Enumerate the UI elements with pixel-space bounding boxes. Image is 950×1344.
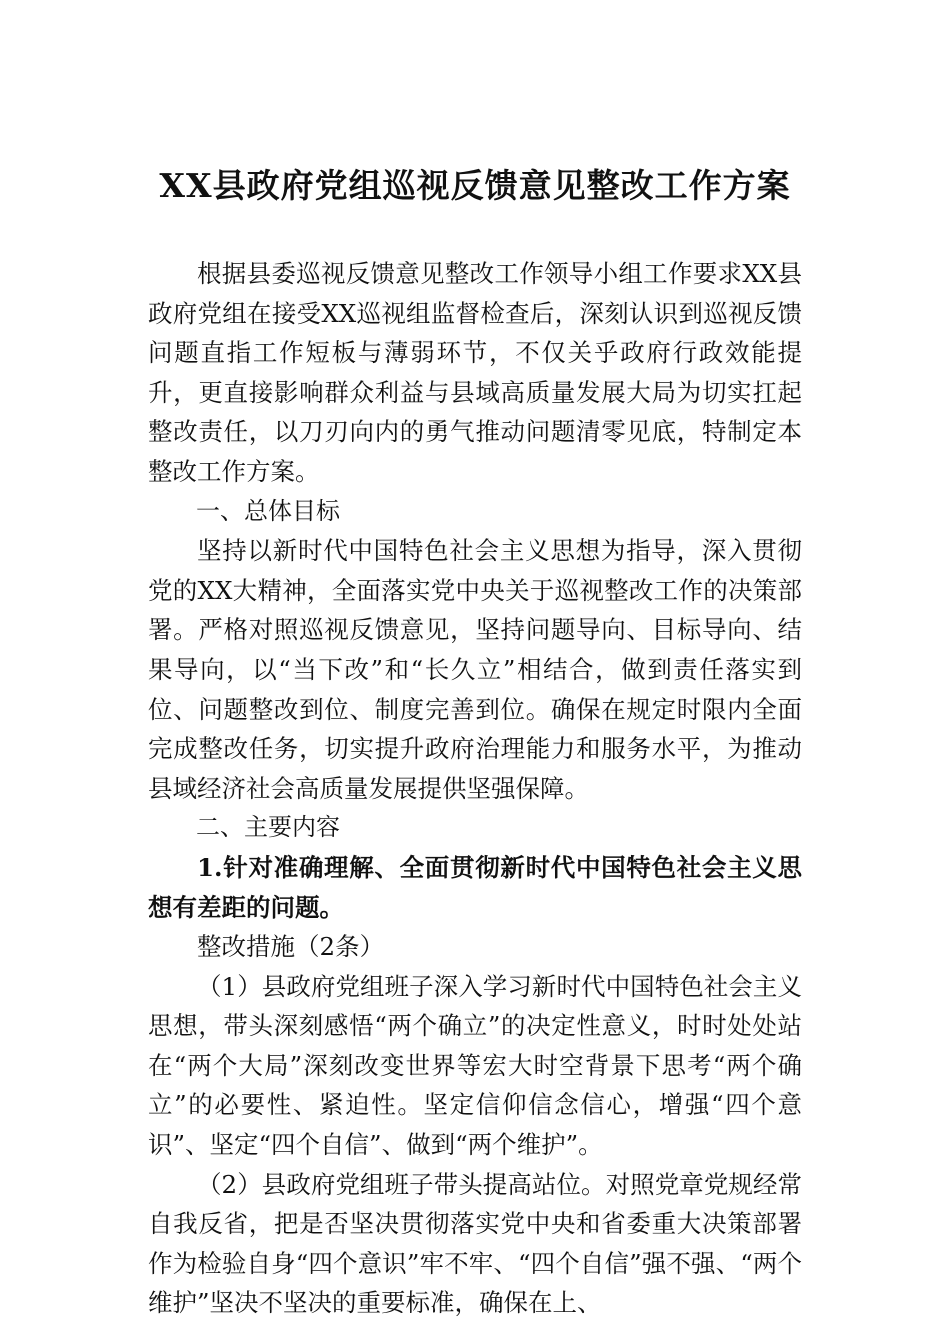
document-title: XX县政府党组巡视反馈意见整改工作方案 [159,166,791,205]
rectification-measures-label: 整改措施（2条） [197,932,385,962]
intro-paragraph: 根据县委巡视反馈意见整改工作领导小组工作要求XX县政府党组在接受XX巡视组监督检查后，深刻认识到巡视反馈问题直指工作短板与薄弱环节，不仅关乎政府行政效能提升，更直接影响群众利益与县域高质量发展大局为切实扛起整改责任，以刀刃向内的勇气推动问题清零见底，特制定本整改工作方案。 [148,259,802,486]
section-heading-overall-goal: 一、总体目标 [196,496,340,525]
document-body [148,254,802,1323]
measure-1-paragraph: （1）县政府党组班子深入学习新时代中国特色社会主义思想，带头深刻感悟“两个确立”的决定性意义，时时处处站在“两个大局”深刻改变世界等宏大时空背景下思考“两个确立”的必要性、紧迫性。坚定信仰信念信心，增强“四个意识”、坚定“四个自信”、做到“两个维护”。 [148,971,802,1160]
section-heading-main-content: 二、主要内容 [196,813,340,842]
overall-goal-paragraph: 坚持以新时代中国特色社会主义思想为指导，深入贯彻党的XX大精神，全面落实党中央关于巡视整改工作的决策部署。严格对照巡视反馈意见，坚持问题导向、目标导向、结果导向，以“当下改”和“长久立”相结合，做到责任落实到位、问题整改到位、制度完善到位。确保在规定时限内全面完成整改任务，切实提升政府治理能力和服务水平，为推动县域经济社会高质量发展提供坚强保障。 [148,536,802,803]
issue-1-title: 1.针对准确理解、全面贯彻新时代中国特色社会主义思想有差距的问题。 [148,852,802,922]
measure-2-paragraph: （2）县政府党组班子带头提高站位。对照党章党规经常自我反省，把是否坚决贯彻落实党中央和省委重大决策部署作为检验自身“四个意识”牢不牢、“四个自信”强不强、“两个维护”坚决不坚决的重要标准，确保在上、 [148,1169,802,1318]
